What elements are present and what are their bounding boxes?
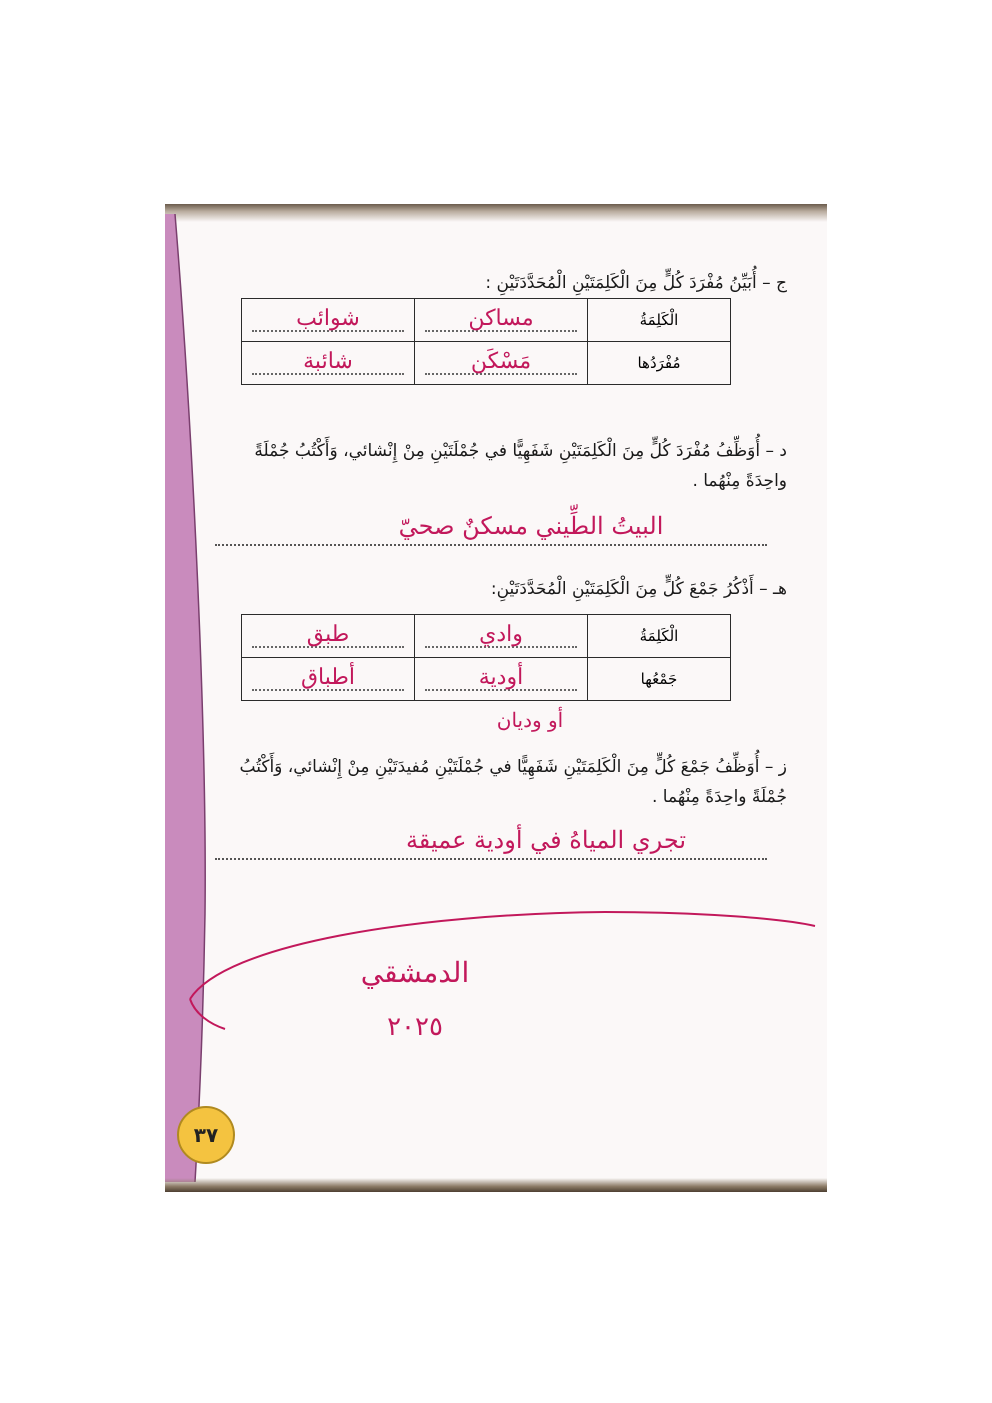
section-d-answer-line — [215, 544, 767, 546]
word-label: الْكَلِمَةُ — [588, 299, 731, 342]
plural-table — [241, 614, 731, 701]
plural-label: جَمْعُها — [588, 658, 731, 701]
plural-cell-2: أطباق — [242, 658, 415, 701]
plural-alternate: أو وديان — [496, 708, 564, 732]
page-number: ٣٧ — [177, 1106, 235, 1164]
plural-cell-1: أودية — [415, 658, 588, 701]
section-h-prompt: هـ – أَذْكُرُ جَمْعَ كُلٍّ مِنَ الْكَلِمَتَيْنِ الْمُحَدَّدَتَيْنِ: — [490, 579, 787, 599]
section-c-prompt: ج – أُبَيِّنُ مُفْرَدَ كُلٍّ مِنَ الْكَلِمَتَيْنِ الْمُحَدَّدَتَيْنِ : — [485, 273, 787, 293]
page-bottom-edge — [165, 1178, 827, 1192]
word-cell-1: مساكن — [415, 299, 588, 342]
singular-table — [241, 298, 731, 385]
signature-name: الدمشقي — [360, 956, 470, 989]
section-d-answer: البيتُ الطِّيني مسكنٌ صحيّ — [398, 512, 664, 540]
section-z-answer-line — [215, 858, 767, 860]
word-cell-2: شوائب — [242, 299, 415, 342]
workbook-page-photo — [165, 204, 827, 1192]
signature-year: ٢٠٢٥ — [387, 1012, 443, 1042]
word-cell-4: طبق — [242, 615, 415, 658]
section-z-answer: تجري المياهُ في أودية عميقة — [405, 826, 687, 854]
singular-label: مُفْرَدُها — [588, 342, 731, 385]
word-label-2: الْكَلِمَةُ — [588, 615, 731, 658]
page-top-edge — [165, 204, 827, 222]
singular-cell-2: شائبة — [242, 342, 415, 385]
singular-cell-1: مَسْكَن — [415, 342, 588, 385]
section-d-prompt: د – أُوَظِّفُ مُفْرَدَ كُلٍّ مِنَ الْكَلِمَتَيْنِ شَفَهِيًّا في جُمْلَتَيْنِ مِنْ إِنْشائي، وَأَكْتُبُ جُمْلَةً واحِدَةً مِنْهُما . — [254, 441, 787, 491]
section-z-prompt: ز – أُوَظِّفُ جَمْعَ كُلٍّ مِنَ الْكَلِمَتَيْنِ شَفَهِيًّا في جُمْلَتَيْنِ مُفيدَتَيْنِ مِنْ إِنْشائي، وَأَكْتُبُ جُمْلَةً واحِدَةً مِنْهُما . — [239, 757, 787, 807]
word-cell-3: وادي — [415, 615, 588, 658]
